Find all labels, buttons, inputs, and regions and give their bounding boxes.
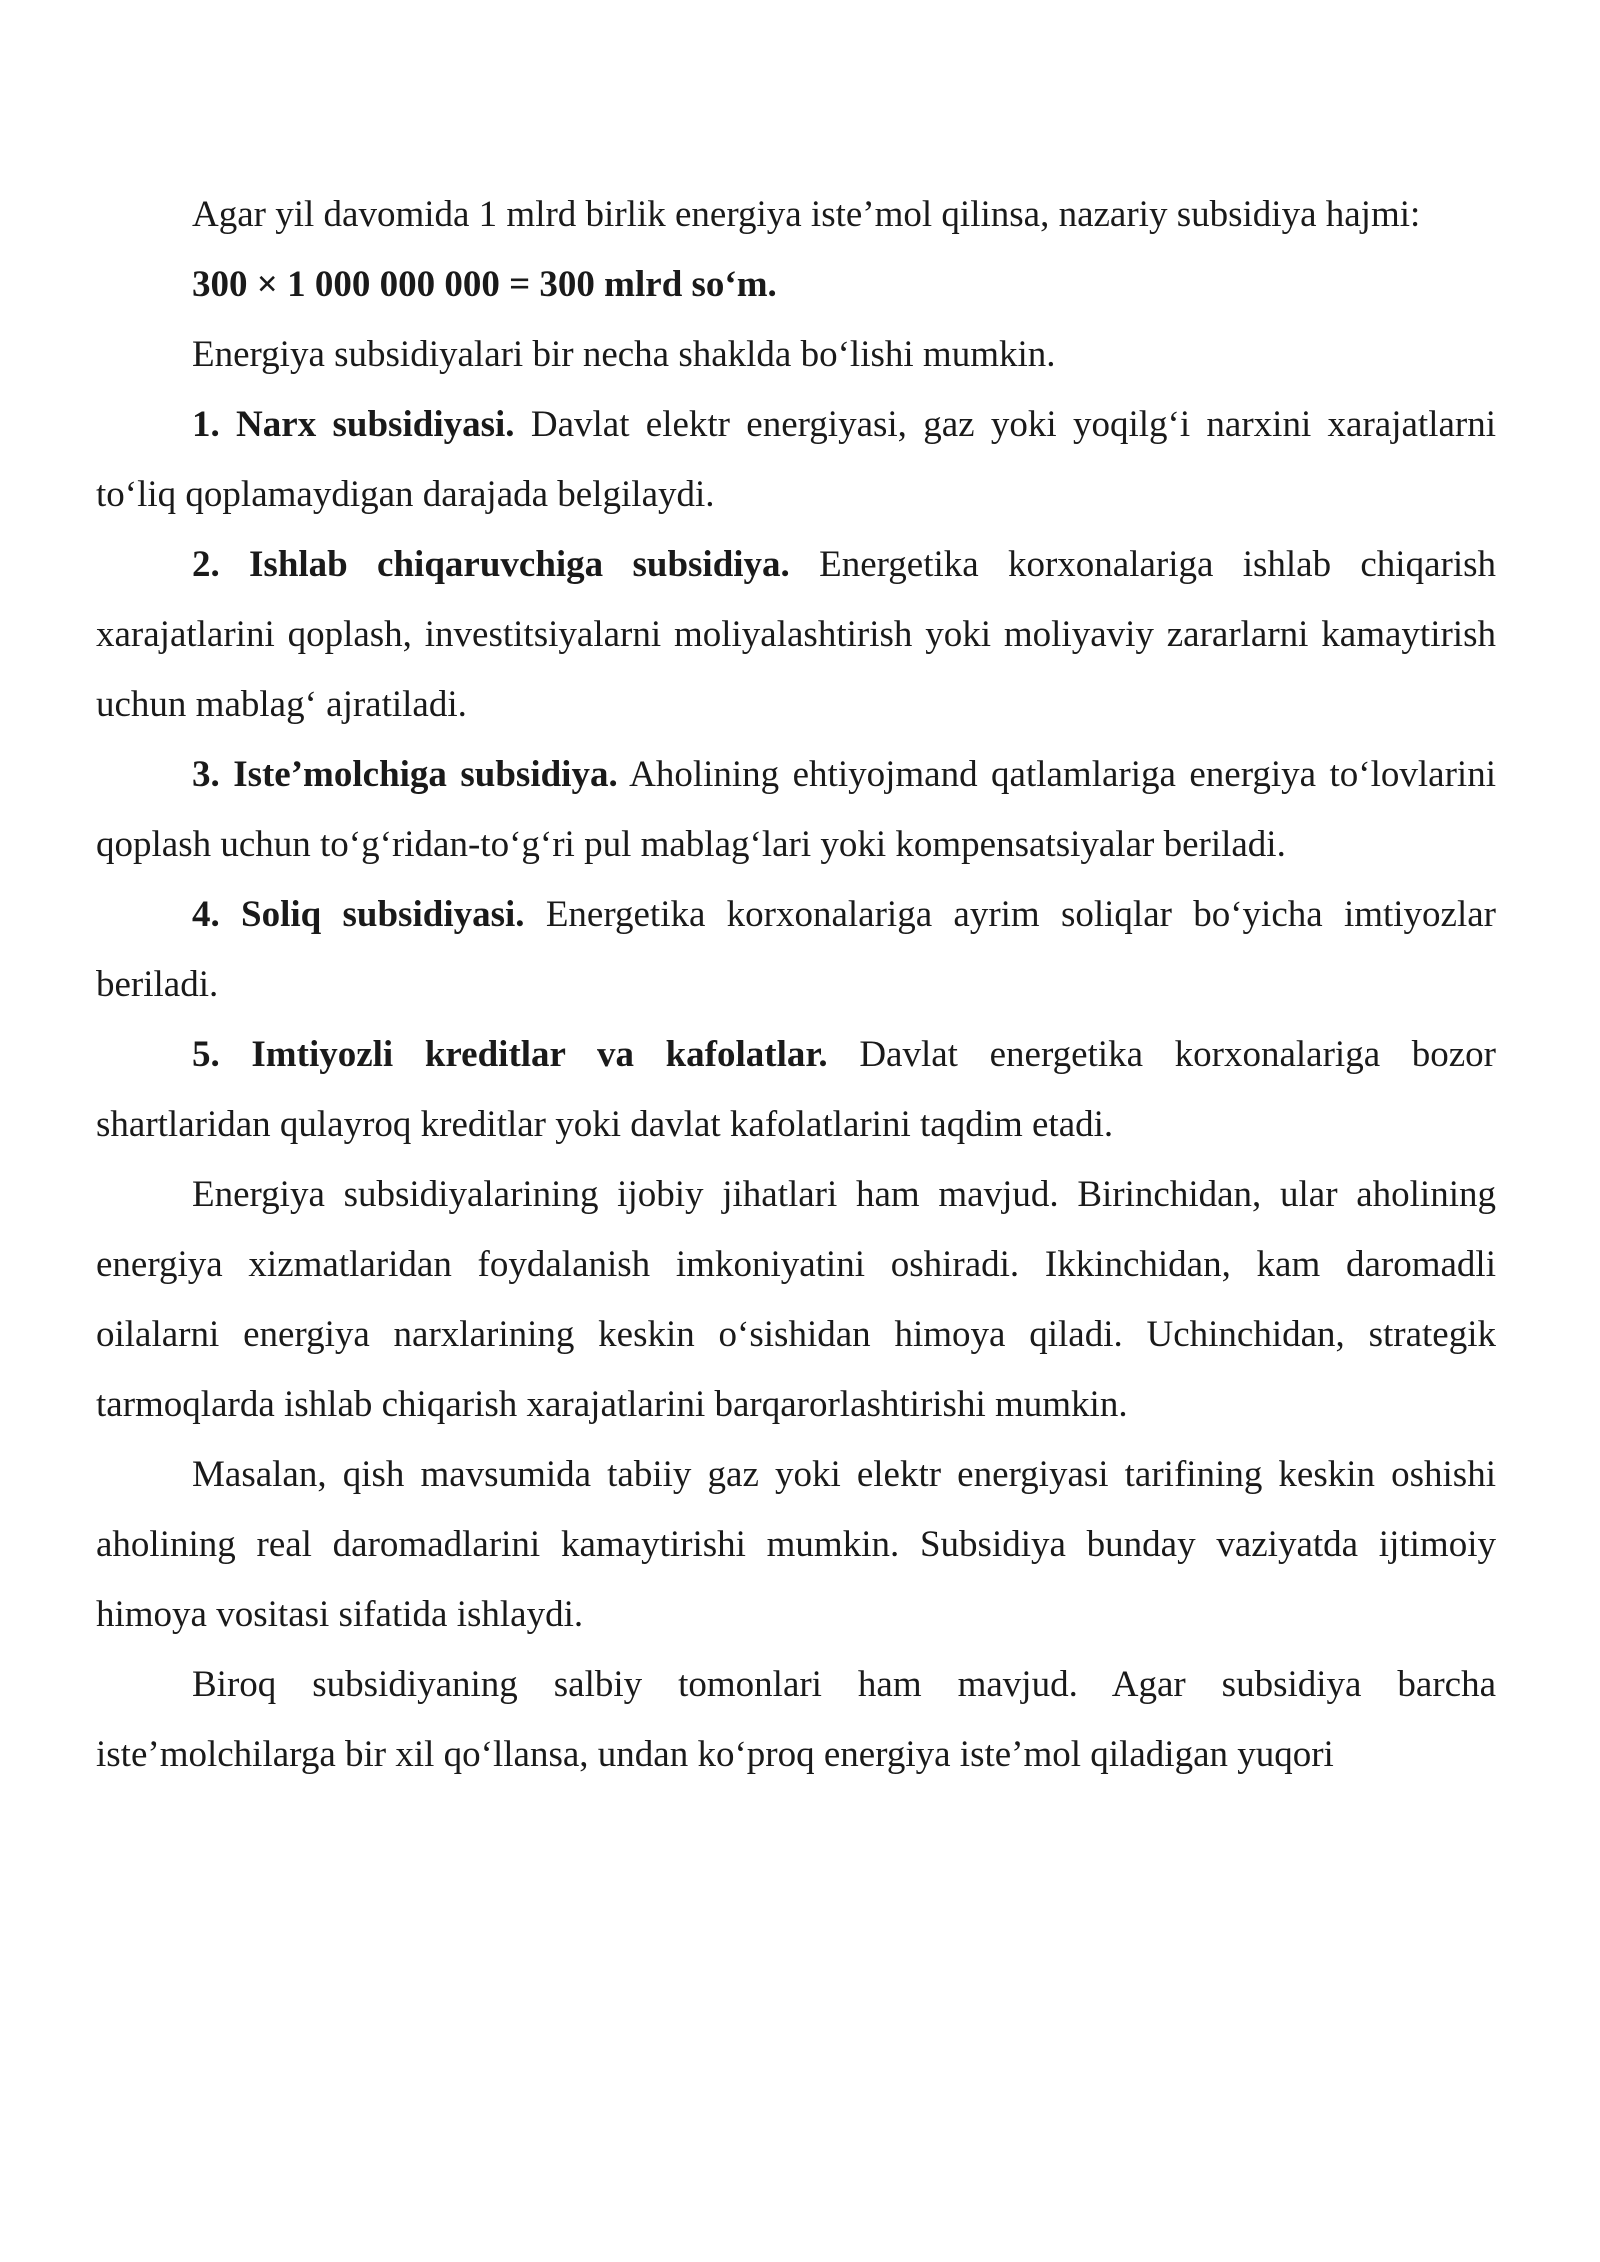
paragraph-example bbox=[96, 1440, 1496, 1650]
paragraph-intro bbox=[96, 180, 1496, 250]
list-item-consumer-subsidy bbox=[96, 740, 1496, 880]
paragraph-text: Biroq subsidiyaning salbiy tomonlari ham mavjud. Agar subsidiya barcha iste’molchilarga bir xil qo‘llansa, undan ko‘proq energiya iste’mol qiladigan yuqori bbox=[96, 1664, 1496, 1775]
list-item-text: Energetika korxonalariga ayrim soliqlar bo‘yicha imtiyozlar beriladi. bbox=[96, 894, 1497, 1005]
formula-line bbox=[96, 250, 1496, 320]
list-item-heading: 1. Narx subsidiyasi. bbox=[192, 404, 515, 445]
paragraph-forms-intro bbox=[96, 320, 1496, 390]
list-item-producer-subsidy bbox=[96, 530, 1496, 740]
list-item-heading: 4. Soliq subsidiyasi. bbox=[192, 894, 525, 935]
document-page bbox=[96, 180, 1496, 1790]
list-item-text: Energetika korxonalariga ishlab chiqarish xarajatlarini qoplash, investitsiyalarni moliyalashtirish yoki moliyaviy zararlarni kamaytirish uchun mablag‘ ajratiladi. bbox=[96, 544, 1496, 725]
list-item-tax-subsidy bbox=[96, 880, 1496, 1020]
list-item-text: Aholining ehtiyojmand qatlamlariga energiya to‘lovlarini qoplash uchun to‘g‘ridan-to‘g‘ri pul mablag‘lari yoki kompensatsiyalar beriladi. bbox=[96, 754, 1496, 865]
list-item-heading: 5. Imtiyozli kreditlar va kafolatlar. bbox=[192, 1034, 828, 1075]
formula-text: 300 × 1 000 000 000 = 300 mlrd so‘m. bbox=[192, 264, 777, 305]
list-item-heading: 3. Iste’molchiga subsidiya. bbox=[192, 754, 618, 795]
paragraph-text: Masalan, qish mavsumida tabiiy gaz yoki elektr energiyasi tarifining keskin oshishi aholining real daromadlarini kamaytirishi mumkin. Subsidiya bunday vaziyatda ijtimoiy himoya vositasi sifatida ishlaydi. bbox=[96, 1454, 1496, 1635]
list-item-heading: 2. Ishlab chiqaruvchiga subsidiya. bbox=[192, 544, 790, 585]
paragraph-text: Energiya subsidiyalarining ijobiy jihatlari ham mavjud. Birinchidan, ular aholining energiya xizmatlaridan foydalanish imkoniyatini oshiradi. Ikkinchidan, kam daromadli oilalarni energiya narxlarining keskin o‘sishidan himoya qiladi. Uchinchidan, strategik tarmoqlarda ishlab chiqarish xarajatlarini barqarorlashtirishi mumkin. bbox=[96, 1174, 1496, 1425]
paragraph-text: Agar yil davomida 1 mlrd birlik energiya iste’mol qilinsa, nazariy subsidiya hajmi: bbox=[192, 194, 1421, 235]
list-item-text: Davlat energetika korxonalariga bozor shartlaridan qulayroq kreditlar yoki davlat kafolatlarini taqdim etadi. bbox=[96, 1034, 1497, 1145]
list-item-price-subsidy bbox=[96, 390, 1496, 530]
paragraph-negative-aspects bbox=[96, 1650, 1496, 1790]
paragraph-positive-aspects bbox=[96, 1160, 1496, 1440]
list-item-credits-guarantees bbox=[96, 1020, 1496, 1160]
list-item-text: Davlat elektr energiyasi, gaz yoki yoqilg‘i narxini xarajatlarni to‘liq qoplamaydigan darajada belgilaydi. bbox=[96, 404, 1496, 515]
paragraph-text: Energiya subsidiyalari bir necha shaklda bo‘lishi mumkin. bbox=[192, 334, 1056, 375]
